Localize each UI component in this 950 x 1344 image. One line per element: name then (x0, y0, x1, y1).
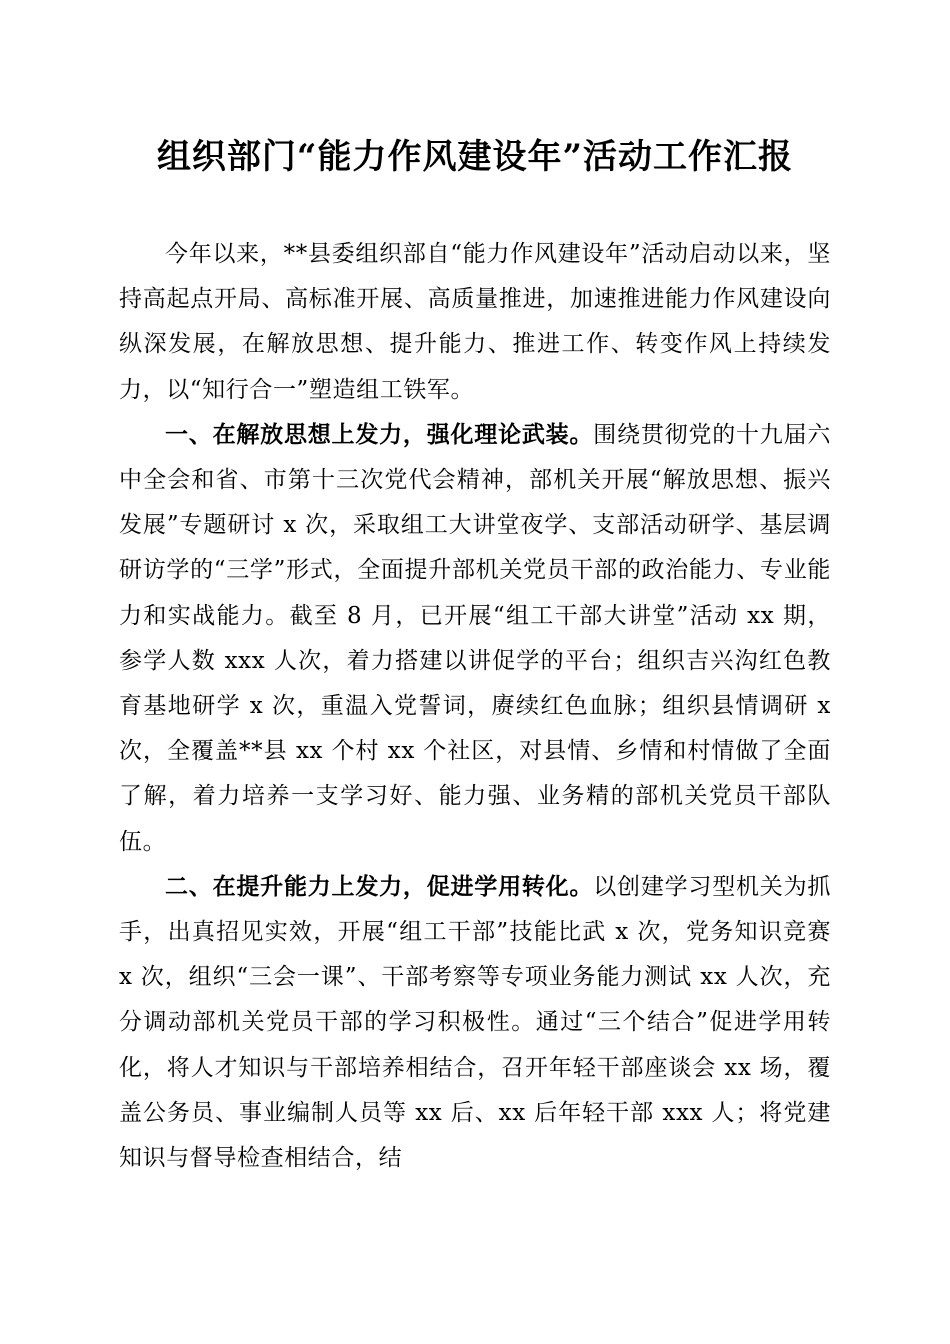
section-heading: 二、在提升能力上发力，促进学用转化。 (165, 873, 594, 900)
section-heading: 一、在解放思想上发力，强化理论武装。 (165, 421, 594, 448)
paragraph-text: 以创建学习型机关为抓手，出真招见实效，开展“组工干部”技能比武 x 次，党务知识竞赛 x 次，组织“三会一课”、干部考察等专项业务能力测试 xx 人次，充分调动部机关党员干部的学习积极性。通过“三个结合”促进学用转化，将人才知识与干部培养相结合，召开年轻干部座谈会 xx 场，覆盖公务员、事业编制人员等 xx 后、xx 后年轻干部 xxx 人；将党建知识与督导检查相结合，结 (119, 873, 831, 1172)
paragraph-text: 今年以来，**县委组织部自“能力作风建设年”活动启动以来，坚持高起点开局、高标准开展、高质量推进，加速推进能力作风建设向纵深发展，在解放思想、提升能力、推进工作、转变作风上持续发力，以“知行合一”塑造组工铁军。 (119, 241, 831, 403)
paragraph-section-2 (119, 865, 831, 1181)
paragraph-section-1 (119, 413, 831, 865)
document-title: 组织部门“能力作风建设年”活动工作汇报 (156, 137, 794, 177)
paragraph-intro (119, 232, 831, 413)
document-body (119, 232, 831, 1181)
paragraph-text: 围绕贯彻党的十九届六中全会和省、市第十三次党代会精神，部机关开展“解放思想、振兴发展”专题研讨 x 次，采取组工大讲堂夜学、支部活动研学、基层调研访学的“三学”形式，全面提升部机关党员干部的政治能力、专业能力和实战能力。截至 8 月，已开展“组工干部大讲堂”活动 xx 期，参学人数 xxx 人次，着力搭建以讲促学的平台；组织吉兴沟红色教育基地研学 x 次，重温入党誓词，赓续红色血脉；组织县情调研 x 次，全覆盖**县 xx 个村 xx 个社区，对县情、乡情和村情做了全面了解，着力培养一支学习好、能力强、业务精的部机关党员干部队伍。 (119, 421, 831, 855)
